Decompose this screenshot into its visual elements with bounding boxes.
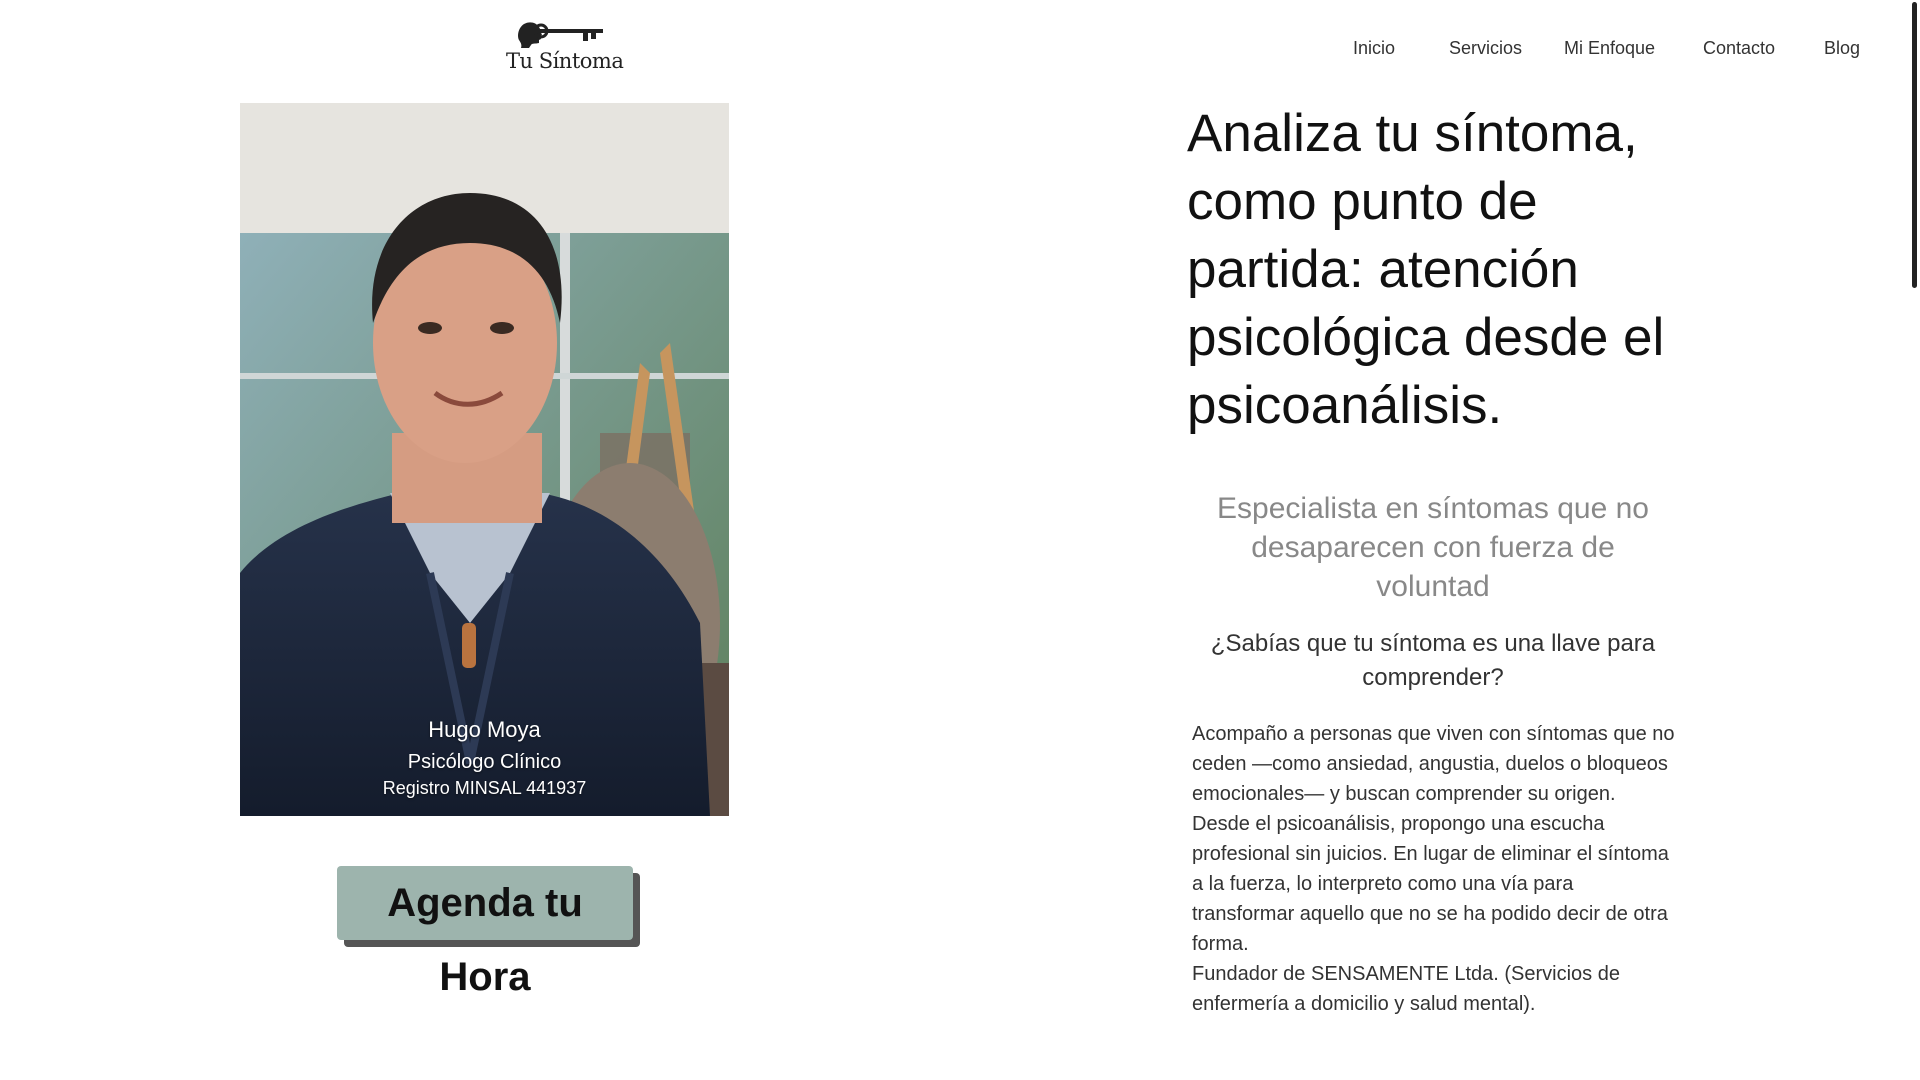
book-appointment-button[interactable]: Agenda tu Hora [337, 866, 633, 940]
hero-subheadline: Especialista en síntomas que no desaparecen con fuerza de voluntad [1217, 492, 1649, 603]
page-scrollbar[interactable] [1908, 0, 1920, 1080]
portrait-illustration [240, 103, 729, 816]
hero-headline: Analiza tu síntoma, como punto de partida: atención psicológica desde el psicoanálisis. [1187, 104, 1665, 435]
profile-name: Hugo Moya [428, 717, 541, 742]
profile-photo [240, 103, 729, 816]
nav-mi-enfoque[interactable]: Mi Enfoque [1564, 38, 1656, 58]
nav-contacto[interactable]: Contacto [1703, 38, 1776, 58]
nav-servicios[interactable]: Servicios [1449, 38, 1523, 58]
nav-blog[interactable]: Blog [1824, 38, 1861, 58]
description-paragraph: Desde el psicoanálisis, propongo una escucha profesional sin juicios. En lugar de eliminar el síntoma a la fuerza, lo interpreto como una vía para transformar aquello que no se ha podido decir de otra forma. [1192, 813, 1669, 955]
hero-question: ¿Sabías que tu síntoma es una llave para comprender? [1210, 630, 1656, 691]
logo-text: Tu Síntoma [506, 49, 624, 73]
nav-inicio[interactable]: Inicio [1353, 38, 1396, 58]
profile-title: Psicólogo Clínico [407, 751, 562, 773]
description-paragraph: Fundador de SENSAMENTE Ltda. (Servicios de enfermería a domicilio y salud mental). [1192, 963, 1620, 1015]
profile-registration: Registro MINSAL 441937 [382, 778, 587, 798]
site-logo[interactable] [503, 20, 624, 76]
scrollbar-thumb[interactable] [1912, 2, 1917, 288]
head-key-icon [515, 20, 605, 48]
description-paragraph: Acompaño a personas que viven con síntomas que no ceden —como ansiedad, angustia, duelos o bloqueos emocionales— y buscan comprender su origen. [1192, 723, 1675, 805]
main-nav [1300, 38, 1870, 62]
hero-description [1192, 719, 1678, 1019]
